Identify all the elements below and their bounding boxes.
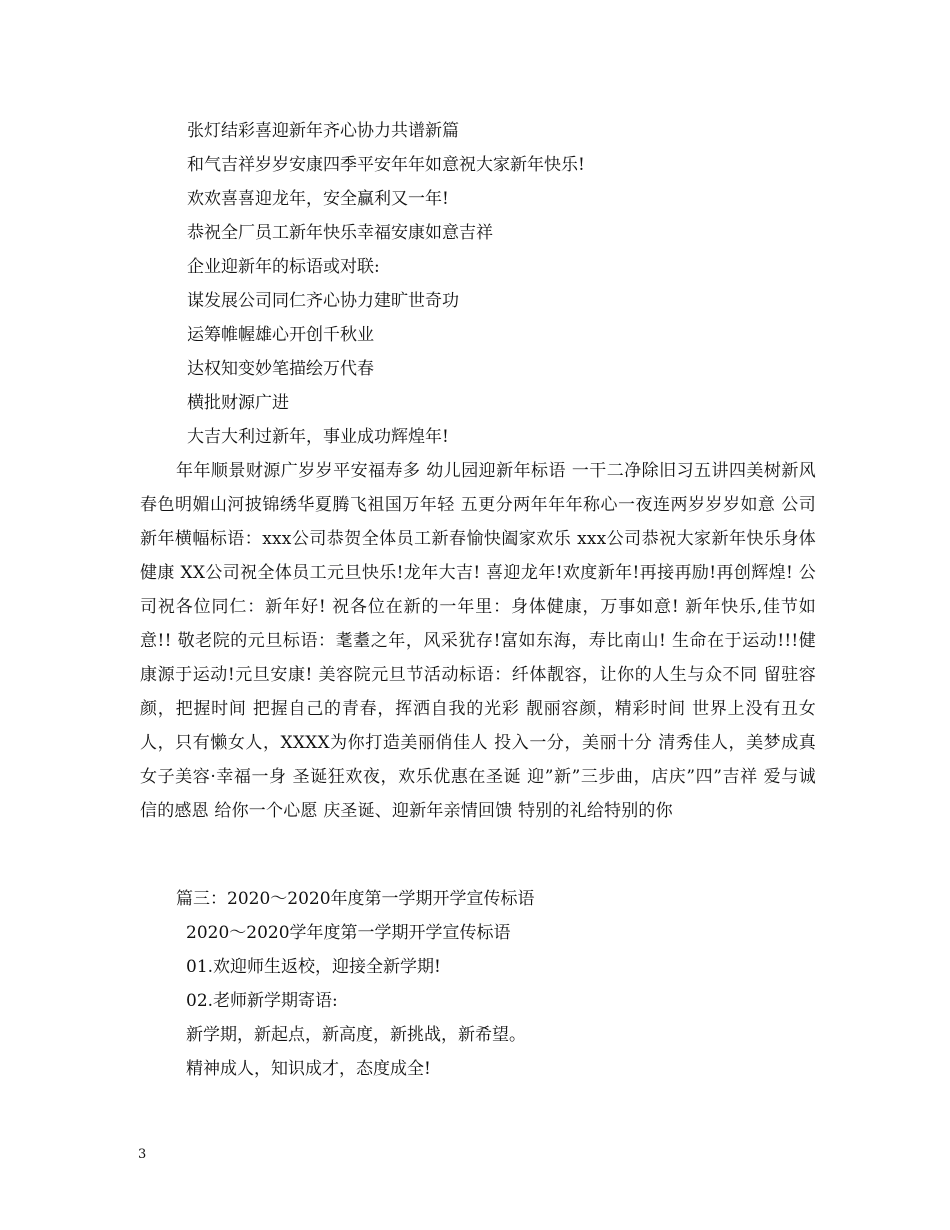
slogan-line: 横批财源广进 bbox=[187, 393, 289, 413]
slogan-line: 张灯结彩喜迎新年齐心协力共谱新篇 bbox=[187, 121, 459, 141]
section-line: 2020～2020学年度第一学期开学宣传标语 bbox=[186, 923, 511, 943]
section-line: 02.老师新学期寄语: bbox=[186, 991, 338, 1011]
section-heading: 篇三：2020～2020年度第一学期开学宣传标语 bbox=[176, 889, 535, 909]
section-line: 新学期，新起点，新高度，新挑战，新希望。 bbox=[186, 1025, 526, 1045]
slogan-list bbox=[0, 114, 950, 454]
slogan-line: 企业迎新年的标语或对联: bbox=[187, 257, 380, 277]
page-number: 3 bbox=[138, 1147, 147, 1162]
slogan-line: 和气吉祥岁岁安康四季平安年年如意祝大家新年快乐! bbox=[187, 155, 585, 175]
body-paragraph: 年年顺景财源广岁岁平安福寿多 幼儿园迎新年标语 一干二净除旧习五讲四美树新风 春色明媚山河披锦绣华夏腾飞祖国万年轻 五更分两年年年称心一夜连两岁岁岁如意 公司新年横幅标语：xxx公司恭贺全体员工新春愉快阖家欢乐 xxx公司恭祝大家新年快乐身体健康 XX公司祝全体员工元旦快乐!龙年大吉! 喜迎龙年!欢度新年!再接再励!再创辉煌! 公司祝各位同仁：新年好! 祝各位在新的一年里：身体健康，万事如意! 新年快乐,佳节如意!! 敬老院的元旦标语：耄耋之年，风采犹存!富如东海，寿比南山! 生命在于运动!!!健康源于运动!元旦安康! 美容院元旦节活动标语：纤体靓容，让你的人生与众不同 留驻容颜，把握时间 把握自己的青春，挥洒自我的光彩 靓丽容颜，精彩时间 世界上没有丑女人，只有懒女人，XXXX为你打造美丽俏佳人 投入一分，美丽十分 清秀佳人，美梦成真 女子美容·幸福一身 圣诞狂欢夜，欢乐优惠在圣诞 迎”新”三步曲，店庆”四”吉祥 爱与诚信的感恩 给你一个心愿 庆圣诞、迎新年亲情回馈 特别的礼给特别的你 bbox=[140, 461, 816, 821]
section-three bbox=[0, 882, 950, 1086]
slogan-line: 运筹帷幄雄心开创千秋业 bbox=[187, 325, 374, 345]
slogan-line: 谋发展公司同仁齐心协力建旷世奇功 bbox=[187, 291, 459, 311]
slogan-line: 大吉大利过新年，事业成功辉煌年! bbox=[187, 427, 449, 447]
slogan-line: 达权知变妙笔描绘万代春 bbox=[187, 359, 374, 379]
section-line: 精神成人，知识成才，态度成全! bbox=[186, 1059, 431, 1079]
section-line: 01.欢迎师生返校，迎接全新学期! bbox=[186, 957, 441, 977]
slogan-line: 恭祝全厂员工新年快乐幸福安康如意吉祥 bbox=[187, 223, 493, 243]
slogan-line: 欢欢喜喜迎龙年，安全赢利又一年! bbox=[187, 189, 449, 209]
